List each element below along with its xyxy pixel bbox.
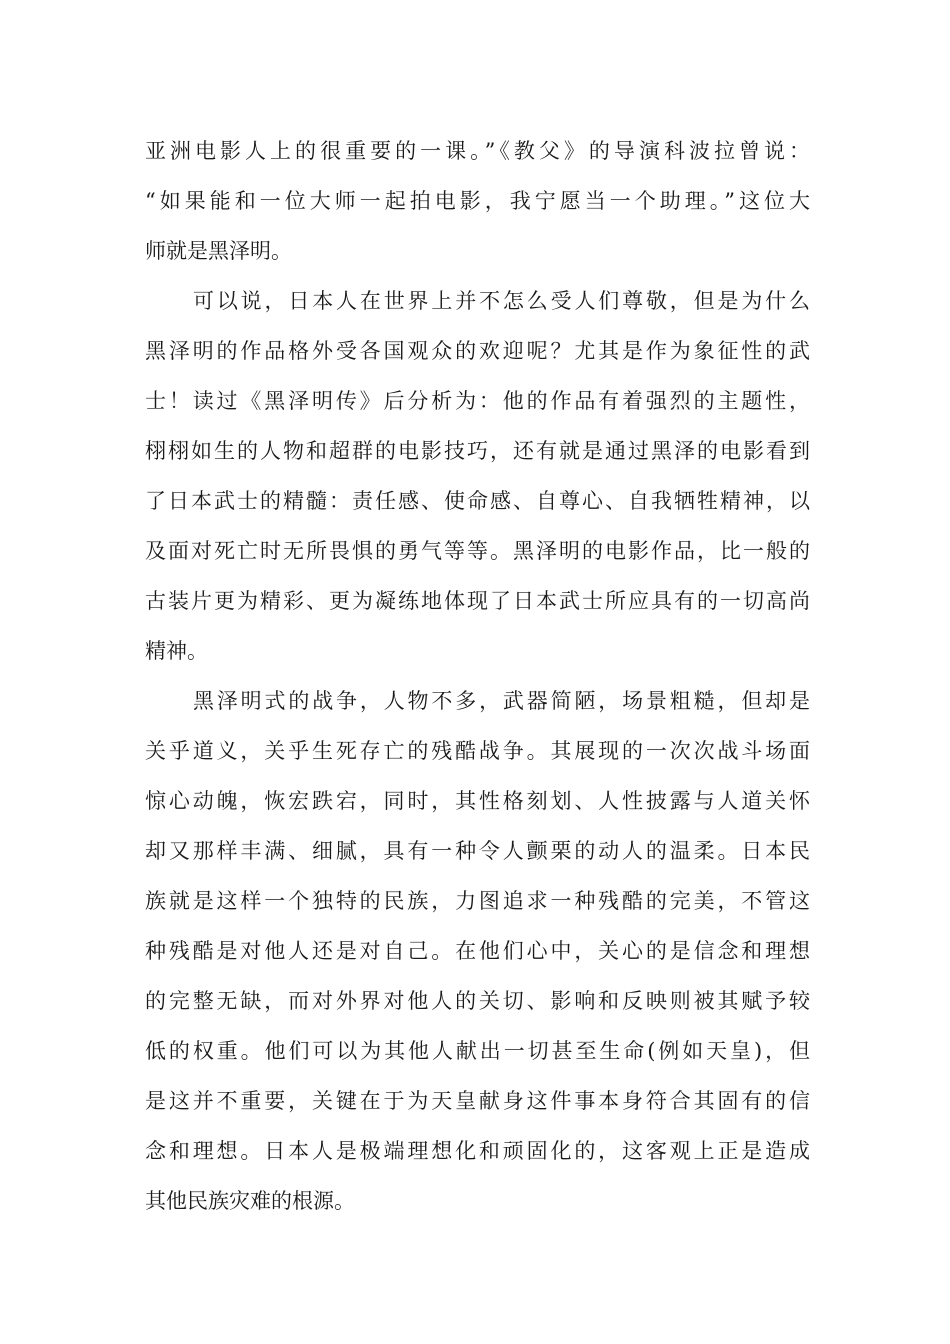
text-line: 族就是这样一个独特的民族，力图追求一种残酷的完美，不管这 <box>145 889 810 913</box>
text-line: 精神。 <box>145 639 208 663</box>
text-line: 的完整无缺，而对外界对他人的关切、影响和反映则被其赋予较 <box>145 989 810 1013</box>
text-line: 是这并不重要，关键在于为天皇献身这件事本身符合其固有的信 <box>145 1089 810 1113</box>
text-line: 惊心动魄，恢宏跌宕，同时，其性格刻划、人性披露与人道关怀 <box>145 789 810 813</box>
text-line: “如果能和一位大师一起拍电影，我宁愿当一个助理。”这位大 <box>145 189 810 213</box>
text-line: 了日本武士的精髓：责任感、使命感、自尊心、自我牺牲精神，以 <box>145 489 810 513</box>
text-line: 关乎道义，关乎生死存亡的残酷战争。其展现的一次次战斗场面 <box>145 739 810 763</box>
text-line: 种残酷是对他人还是对自己。在他们心中，关心的是信念和理想 <box>145 939 810 963</box>
text-line: 及面对死亡时无所畏惧的勇气等等。黑泽明的电影作品，比一般的 <box>145 539 810 563</box>
text-line: 低的权重。他们可以为其他人献出一切甚至生命(例如天皇)，但 <box>145 1039 810 1063</box>
text-line: 可以说，日本人在世界上并不怎么受人们尊敬，但是为什么 <box>193 289 810 313</box>
text-line: 古装片更为精彩、更为凝练地体现了日本武士所应具有的一切高尚 <box>145 589 810 613</box>
text-line: 师就是黑泽明。 <box>145 239 292 263</box>
text-line: 念和理想。日本人是极端理想化和顽固化的，这客观上正是造成 <box>145 1139 810 1163</box>
text-line: 亚洲电影人上的很重要的一课。”《教父》的导演科波拉曾说： <box>145 139 810 163</box>
text-line: 栩栩如生的人物和超群的电影技巧，还有就是通过黑泽的电影看到 <box>145 439 810 463</box>
text-line: 黑泽明式的战争，人物不多，武器简陋，场景粗糙，但却是 <box>193 689 810 713</box>
text-line: 士！读过《黑泽明传》后分析为：他的作品有着强烈的主题性， <box>145 389 810 413</box>
text-line: 其他民族灾难的根源。 <box>145 1189 355 1213</box>
text-line: 却又那样丰满、细腻，具有一种令人颤栗的动人的温柔。日本民 <box>145 839 810 863</box>
text-line: 黑泽明的作品格外受各国观众的欢迎呢？尤其是作为象征性的武 <box>145 339 810 363</box>
